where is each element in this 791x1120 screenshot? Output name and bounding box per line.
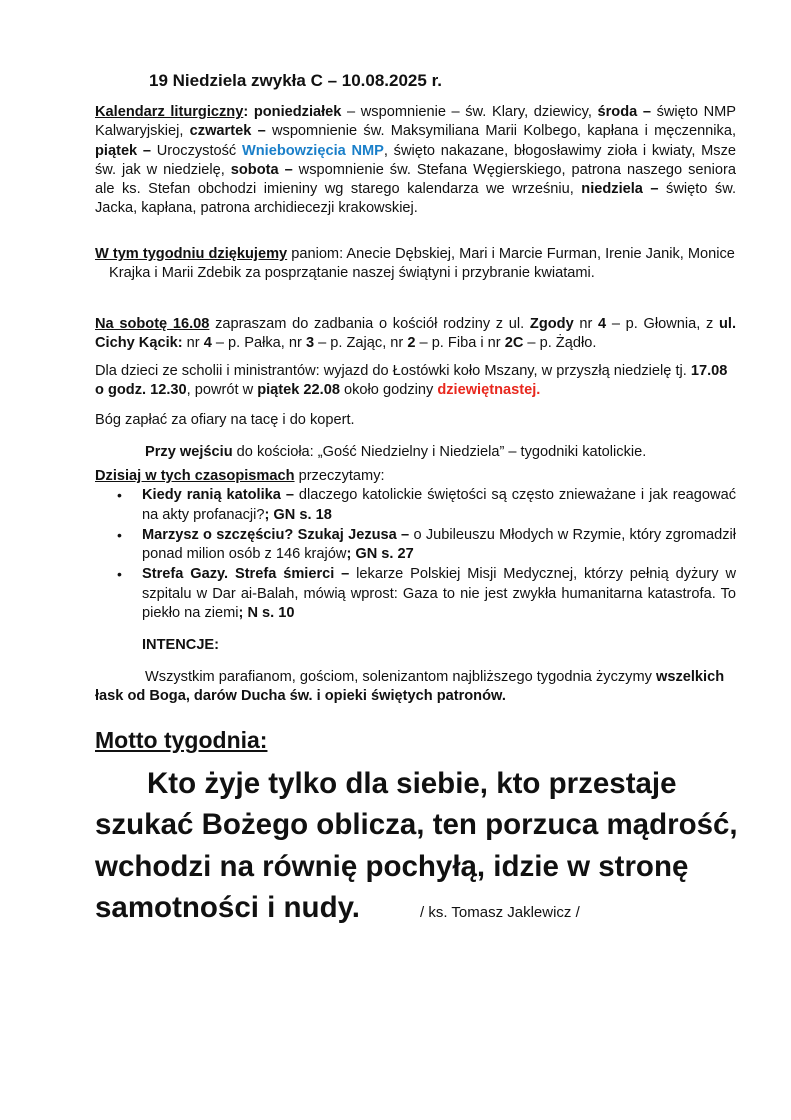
article-item xyxy=(95,486,736,525)
thanks-heading: W tym tygodniu dziękujemy xyxy=(95,246,288,262)
calendar-colon: : xyxy=(243,104,249,120)
trip-text: Dla dzieci ze scholii i ministrantów: wyjazd do Łostówki koło Mszany, w przyszłą niedzielę tj. xyxy=(95,363,691,379)
trip-return: piątek 22.08 xyxy=(257,382,340,399)
magazines-heading-tail: przeczytamy: xyxy=(294,468,385,484)
bullet-icon: • xyxy=(117,487,122,504)
magazines-heading-line xyxy=(95,467,736,486)
children-trip xyxy=(95,362,736,401)
motto-text: Kto żyje tylko dla siebie, kto przestaje szukać Bożego oblicza, ten porzuca mądrość, wchodzi na równię pochyłą, idzie w stronę samotności i nudy. xyxy=(95,767,738,924)
calendar-monday: poniedziałek xyxy=(253,104,342,120)
thanks-text: paniom: Anecie Dębskiej, Mari i Marcie Furman, Irenie Janik, Monice Krajka i Marii Zdebik za posprzątanie naszej świątyni i przybranie kwiatami. xyxy=(109,246,735,282)
calendar-text: święto św. Jacka, kapłana, patrona archidiecezji krakowskiej. xyxy=(95,181,736,217)
house-number: 4 xyxy=(203,335,212,352)
article-text: lekarze Polskiej Misji Medycznej, którzy pełnią dyżury w szpitalu w Dar ai-Balah, mówią wprost: Gaza to nie jest zwykła humanitarna katastrofa. To piekło na ziemi xyxy=(142,566,736,621)
assumption-feast: Wniebowzięcia NMP xyxy=(241,142,384,159)
house-number: 2C xyxy=(504,335,524,352)
bullet-icon: • xyxy=(117,526,122,543)
saturday-text: nr xyxy=(182,335,204,352)
press-text: do kościoła: „Gość Niedzielny i Niedziela” – tygodniki katolickie. xyxy=(232,444,647,460)
press-lead: Przy wejściu xyxy=(145,444,233,460)
calendar-text: wspomnienie św. Stefana Węgierskiego, patrona naszego seniora ale ks. Stefan obchodzi imieniny wg starego kalendarza we wrześniu, xyxy=(95,161,736,197)
article-title: Strefa Gazy. Strefa śmierci – xyxy=(142,566,350,583)
trip-return-hour: dziewiętnastej. xyxy=(437,382,541,399)
saturday-heading: Na sobotę 16.08 xyxy=(95,316,210,332)
trip-text: około godziny xyxy=(339,382,438,399)
intentions-heading: INTENCJE: xyxy=(142,637,220,653)
calendar-text: Uroczystość xyxy=(151,142,242,159)
saturday-text: zapraszam do zadbania o kościół rodziny z ul. xyxy=(209,316,530,332)
liturgical-calendar xyxy=(95,103,736,219)
article-item xyxy=(95,565,736,623)
thanks-paragraph xyxy=(95,245,750,284)
saturday-text: nr xyxy=(573,316,599,332)
magazine-articles xyxy=(95,486,736,623)
saturday-text: – p. Pałka, nr xyxy=(211,335,306,352)
wishes-bold: wszelkich łask od Boga, darów Ducha św. i opieki świętych patronów. xyxy=(95,669,725,705)
calendar-heading: Kalendarz liturgiczny xyxy=(95,104,244,120)
house-number: 4 xyxy=(598,316,607,332)
calendar-text: , święto nakazane, błogosławimy zioła i kwiaty, Msze św. jak w niedzielę, xyxy=(95,142,736,178)
trip-date: 17.08 o godz. 12.30 xyxy=(95,363,728,399)
calendar-thursday: czwartek – xyxy=(189,123,266,140)
calendar-text: święto NMP Kalwaryjskiej, xyxy=(95,104,736,140)
press-notice xyxy=(95,443,736,462)
motto-author: / ks. Tomasz Jaklewicz / xyxy=(420,903,580,921)
motto-heading: Motto tygodnia: xyxy=(95,727,268,753)
street-cichy-kacik: ul. Cichy Kącik: xyxy=(95,316,736,352)
wishes-paragraph xyxy=(95,668,736,707)
article-title: Kiedy ranią katolika – xyxy=(142,487,294,504)
saturday-text: – p. Zając, nr xyxy=(314,335,408,352)
article-ref: ; N s. 10 xyxy=(238,604,295,621)
article-ref: ; GN s. 18 xyxy=(264,506,332,523)
calendar-friday: piątek – xyxy=(95,142,152,159)
offering-thanks: Bóg zapłać za ofiary na tacę i do kopert. xyxy=(95,412,355,428)
house-number: 2 xyxy=(407,335,416,352)
saturday-text: – p. Głownia, z xyxy=(606,316,719,332)
saturday-cleaning xyxy=(95,315,736,354)
calendar-text: – wspomnienie – św. Klary, dziewicy, xyxy=(341,104,598,120)
street-zgody: Zgody xyxy=(529,316,574,332)
calendar-text: wspomnienie św. Maksymiliana Marii Kolbego, kapłana i męczennika, xyxy=(265,123,737,140)
article-text: o Jubileuszu Młodych w Rzymie, który zgromadził ponad milion osób z 146 krajów xyxy=(142,526,736,562)
bullet-icon: • xyxy=(117,566,122,583)
magazines-heading: Dzisiaj w tych czasopismach xyxy=(95,468,295,484)
wishes-text: Wszystkim parafianom, gościom, solenizantom najbliższego tygodnia życzymy xyxy=(145,669,656,685)
article-title: Marzysz o szczęściu? Szukaj Jezusa – xyxy=(142,526,410,543)
page-title: 19 Niedziela zwykła C – 10.08.2025 r. xyxy=(149,71,442,90)
motto-quote xyxy=(95,763,745,928)
trip-text: , powrót w xyxy=(186,382,258,399)
house-number: 3 xyxy=(305,335,315,352)
saturday-text: – p. Fiba i nr xyxy=(415,335,505,352)
calendar-wednesday: środa – xyxy=(597,104,651,120)
article-text: dlaczego katolickie świętości są często znieważane i jak reagować na akty profanacji? xyxy=(142,487,736,523)
article-ref: ; GN s. 27 xyxy=(346,546,414,562)
article-item xyxy=(95,526,736,565)
calendar-sunday: niedziela – xyxy=(581,181,659,197)
calendar-saturday: sobota – xyxy=(230,161,293,178)
magazines-section xyxy=(95,467,736,624)
saturday-text: – p. Żądło. xyxy=(523,335,597,352)
